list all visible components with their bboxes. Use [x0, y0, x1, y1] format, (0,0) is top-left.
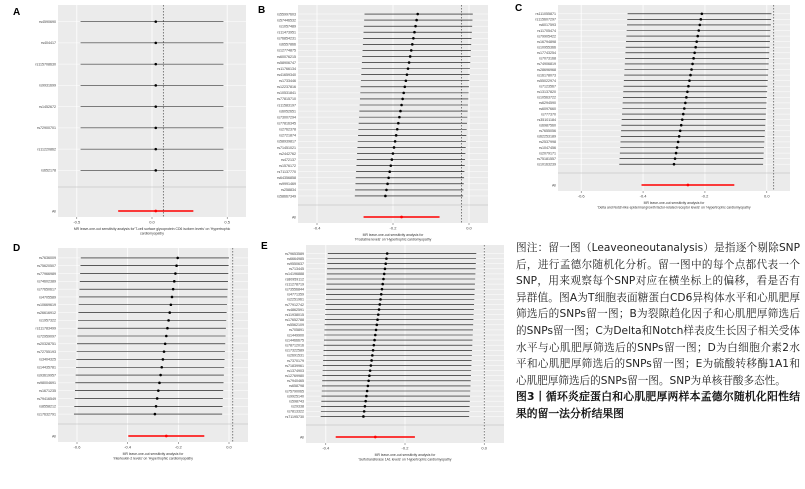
estimate-point-c: [676, 146, 679, 149]
estimate-point-b: [392, 152, 395, 155]
estimate-point-e: [374, 334, 377, 337]
axis-caption-line1-a: MR leave-one-out sensitivity analysis for'T-cell surface glycoprotein CD6 isoform levels' on 'Hypertrophic: [73, 227, 231, 231]
all-point-a: [154, 210, 157, 213]
snp-label-e: rs9550637: [287, 262, 304, 267]
snp-label-e: rs713445: [289, 267, 304, 272]
estimate-point-e: [382, 278, 385, 281]
estimate-point-e: [363, 410, 366, 413]
snp-label-b: rs71451021: [277, 145, 296, 150]
snp-label-c: rs17743254: [537, 51, 556, 56]
snp-label-a: rs1452672: [39, 104, 56, 109]
estimate-point-e: [362, 415, 365, 418]
axis-caption-line2-e: 'Sulfotransferase 1A1 levels' on 'Hypertrophic cardiomyopathy: [358, 457, 452, 462]
estimate-point-c: [677, 141, 680, 144]
estimate-point-e: [384, 262, 387, 265]
estimate-point-a: [154, 105, 157, 108]
snp-label-d: rs1671235: [39, 388, 56, 393]
x-tick-label-c-3: 0.0: [764, 193, 770, 199]
x-tick-label-c-1: -0.4: [639, 193, 647, 199]
snp-label-b: rs55997603: [277, 12, 296, 17]
snp-label-e: rs5562109: [287, 323, 304, 328]
snp-label-b: rs60076215: [277, 54, 296, 59]
snp-label-d: rs98004691: [37, 381, 56, 386]
estimate-point-b: [407, 67, 410, 70]
snp-label-e: rs11278719: [285, 282, 304, 287]
snp-label-c: rs62253189: [537, 134, 556, 139]
estimate-point-d: [167, 319, 170, 322]
estimate-point-c: [674, 157, 677, 160]
estimate-point-d: [166, 327, 169, 330]
snp-label-a: rs9931699: [39, 83, 56, 88]
snp-label-e: rs75790065: [285, 389, 304, 394]
estimate-point-b: [403, 86, 406, 89]
estimate-point-e: [384, 268, 387, 271]
snp-label-e: rs73556844: [285, 287, 304, 292]
estimate-point-d: [160, 366, 163, 369]
estimate-point-a: [154, 148, 157, 151]
estimate-point-c: [692, 57, 695, 60]
all-label-a: All: [52, 209, 56, 214]
snp-label-e: rs2691531: [287, 353, 304, 358]
estimate-point-e: [386, 252, 389, 255]
axis-caption-line2-b: 'Prostatine levels' on 'Hypertrophic cardiomyopathy: [354, 237, 432, 242]
estimate-point-a: [154, 20, 157, 23]
estimate-point-c: [694, 46, 697, 49]
snp-label-d: rs14435781: [37, 365, 56, 370]
estimate-point-e: [370, 359, 373, 362]
plot-background-d: [58, 248, 248, 442]
estimate-point-e: [380, 293, 383, 296]
estimate-point-e: [368, 374, 371, 377]
snp-label-c: rs13137820: [537, 90, 556, 95]
all-point-b: [400, 216, 403, 219]
estimate-point-e: [375, 329, 378, 332]
estimate-point-b: [414, 25, 417, 28]
estimate-point-c: [681, 118, 684, 121]
snp-label-e: rs71839961: [285, 363, 304, 368]
estimate-point-b: [385, 189, 388, 192]
estimate-point-d: [176, 257, 179, 260]
snp-label-b: rs2721874: [279, 133, 296, 138]
estimate-point-e: [376, 318, 379, 321]
all-point-e: [374, 436, 377, 439]
estimate-point-e: [367, 380, 370, 383]
snp-label-d: rs75620507: [37, 264, 56, 269]
estimate-point-b: [387, 176, 390, 179]
estimate-point-d: [155, 405, 158, 408]
estimate-point-c: [697, 29, 700, 32]
snp-label-b: rs11473951: [277, 30, 296, 35]
estimate-point-c: [691, 63, 694, 66]
x-tick-label-a-1: 0.0: [149, 219, 155, 225]
snp-label-c: rs28696968: [537, 67, 556, 72]
estimate-point-b: [391, 158, 394, 161]
estimate-point-e: [381, 283, 384, 286]
x-tick-label-d-1: -0.4: [124, 444, 132, 450]
snp-label-e: rs598743: [289, 399, 304, 404]
snp-label-b: rs11583197: [277, 103, 296, 108]
snp-label-e: rs77912742: [285, 302, 304, 307]
estimate-point-e: [367, 385, 370, 388]
snp-label-a: rs404417: [41, 41, 56, 46]
all-point-c: [687, 184, 690, 187]
x-tick-label-c-0: -0.6: [577, 193, 585, 199]
snp-label-e: rs2251961: [287, 297, 304, 302]
estimate-point-e: [372, 349, 375, 352]
axis-caption-line2-a: cardiomyopathy: [140, 231, 164, 236]
estimate-point-c: [693, 51, 696, 54]
snp-label-e: rs4771359: [287, 292, 304, 297]
snp-label-b: rs11766134: [277, 66, 296, 71]
snp-label-d: rs77650617: [37, 287, 56, 292]
snp-label-c: rs7123567: [539, 84, 556, 89]
snp-label-b: rs71137770: [277, 170, 296, 175]
snp-label-c: rs11705474: [537, 28, 556, 33]
x-tick-label-e-0: -0.4: [322, 445, 330, 451]
snp-label-c: rs2079171: [539, 151, 556, 156]
snp-label-b: rs73007294: [277, 115, 296, 120]
snp-label-b: rs9991469: [279, 182, 296, 187]
snp-label-e: rs7370179: [287, 358, 304, 363]
estimate-point-b: [388, 170, 391, 173]
snp-label-b: rs58906747: [277, 60, 296, 65]
snp-label-e: rs78712016: [285, 343, 304, 348]
estimate-point-b: [406, 73, 409, 76]
snp-label-c: rs2537998: [539, 140, 556, 145]
estimate-point-a: [154, 84, 157, 87]
estimate-point-d: [164, 343, 167, 346]
snp-label-d: rs79416549: [37, 396, 56, 401]
snp-label-b: rs12774875: [277, 48, 296, 53]
snp-label-a: rs72900701: [37, 126, 56, 131]
estimate-point-b: [393, 146, 396, 149]
estimate-point-b: [401, 98, 404, 101]
all-label-c: All: [552, 183, 556, 188]
estimate-point-d: [175, 264, 178, 267]
panel-label-d: D: [13, 243, 21, 254]
axis-caption-line1-d: MR leave-one-out sensitivity analysis for: [122, 452, 184, 456]
estimate-point-a: [154, 127, 157, 130]
panel-label-b: B: [258, 5, 266, 16]
forest-plot-e: [280, 243, 512, 487]
snp-label-c: rs6097660: [539, 106, 556, 111]
estimate-point-c: [696, 35, 699, 38]
figure-caption: [516, 240, 800, 423]
snp-label-e: rs71195730: [285, 414, 304, 419]
snp-label-d: rs7636009: [39, 256, 56, 261]
snp-label-c: rs75181557: [537, 156, 556, 161]
estimate-point-e: [371, 354, 374, 357]
snp-label-e: rs9925140: [287, 394, 304, 399]
snp-label-e: rs4862591: [287, 307, 304, 312]
estimate-point-d: [156, 397, 159, 400]
estimate-point-b: [399, 110, 402, 113]
estimate-point-e: [385, 257, 388, 260]
estimate-point-c: [690, 68, 693, 71]
snp-label-b: rs57446532: [277, 18, 296, 23]
estimate-point-a: [154, 42, 157, 45]
snp-label-c: rs16178073: [537, 73, 556, 78]
estimate-point-b: [405, 79, 408, 82]
x-tick-label-a-2: 0.5: [224, 219, 230, 225]
snp-label-b: rs58667349: [277, 194, 296, 199]
estimate-point-d: [154, 413, 157, 416]
estimate-point-d: [163, 350, 166, 353]
estimate-point-e: [378, 308, 381, 311]
axis-caption-line1-b: MR leave-one-out sensitivity analysis for: [362, 233, 424, 237]
estimate-point-b: [415, 19, 418, 22]
estimate-point-c: [673, 163, 676, 166]
all-label-d: All: [52, 434, 56, 439]
all-label-e: All: [300, 435, 304, 440]
estimate-point-d: [173, 280, 176, 283]
estimate-point-b: [410, 49, 413, 52]
snp-label-b: rs1057489: [279, 24, 296, 29]
snp-label-b: rs77816345: [277, 121, 296, 126]
forest-plot-d: [32, 246, 256, 486]
estimate-point-b: [412, 37, 415, 40]
snp-label-b: rs2442762: [279, 151, 296, 156]
snp-label-c: rs10955366: [537, 45, 556, 50]
estimate-point-c: [698, 24, 701, 27]
estimate-point-b: [416, 13, 419, 16]
snp-label-e: rs1449900: [287, 333, 304, 338]
snp-label-c: rs6294590: [539, 101, 556, 106]
estimate-point-e: [369, 369, 372, 372]
snp-label-e: rs6664985: [287, 256, 304, 261]
estimate-point-a: [154, 63, 157, 66]
estimate-point-b: [397, 122, 400, 125]
estimate-point-b: [408, 61, 411, 64]
all-point-d: [165, 435, 168, 438]
snp-label-c: rs111055871: [535, 12, 556, 17]
estimate-point-d: [159, 374, 162, 377]
x-tick-label-b-0: -0.4: [313, 225, 321, 231]
x-tick-label-e-2: 0.0: [481, 445, 487, 451]
estimate-point-b: [400, 104, 403, 107]
x-tick-label-d-2: -0.2: [174, 444, 182, 450]
estimate-point-b: [413, 31, 416, 34]
estimate-point-e: [378, 303, 381, 306]
panel-label-e: E: [261, 241, 268, 252]
snp-label-c: rs55022974: [537, 78, 556, 83]
snp-label-a: rs11220862: [37, 147, 56, 152]
snp-label-c: rs35101184: [537, 117, 556, 122]
estimate-point-d: [170, 303, 173, 306]
estimate-point-c: [684, 102, 687, 105]
snp-label-c: rs6017593: [539, 23, 556, 28]
estimate-point-e: [366, 390, 369, 393]
snp-label-e: rs705891: [289, 328, 304, 333]
all-label-b: All: [292, 215, 296, 220]
forest-plot-c: [532, 3, 800, 233]
estimate-point-c: [700, 18, 703, 21]
snp-label-c: rs7073168: [539, 56, 556, 61]
snp-label-b: rs2762378: [279, 127, 296, 132]
snp-label-b: rs58939817: [277, 139, 296, 144]
snp-label-b: rs41659340: [277, 72, 296, 77]
snp-label-d: rs72959097: [37, 334, 56, 339]
estimate-point-d: [157, 389, 160, 392]
panel-label-c: C: [515, 3, 523, 14]
estimate-point-c: [685, 96, 688, 99]
snp-label-c: rs79905422: [537, 34, 556, 39]
snp-label-b: rs6557866: [279, 42, 296, 47]
estimate-point-c: [688, 79, 691, 82]
estimate-point-d: [172, 288, 175, 291]
estimate-point-e: [373, 339, 376, 342]
x-tick-label-b-2: 0.0: [466, 225, 472, 231]
snp-label-b: rs1576172: [279, 163, 296, 168]
estimate-point-e: [383, 273, 386, 276]
x-tick-label-b-1: -0.2: [389, 225, 397, 231]
snp-label-b: rs6052651: [279, 109, 296, 114]
snp-label-e: rs14466675: [285, 338, 304, 343]
estimate-point-b: [394, 140, 397, 143]
estimate-point-b: [402, 92, 405, 95]
estimate-point-c: [695, 40, 698, 43]
estimate-point-b: [395, 134, 398, 137]
estimate-point-a: [154, 169, 157, 172]
snp-label-c: rs6987560: [539, 123, 556, 128]
estimate-point-b: [396, 128, 399, 131]
estimate-point-e: [370, 364, 373, 367]
snp-label-e: rs80959112: [285, 277, 304, 282]
estimate-point-d: [171, 296, 174, 299]
estimate-point-c: [678, 135, 681, 138]
estimate-point-c: [701, 12, 704, 15]
estimate-point-c: [682, 113, 685, 116]
snp-label-e: rs1374903: [287, 368, 304, 373]
snp-label-e: rs11938015: [285, 312, 304, 317]
snp-label-c: rs16794898: [537, 39, 556, 44]
caption-body: 图注：留一图（Leaveoneoutanalysis）是指逐个剔除SNP后，进行孟德尔随机化分析。留一图中的每个点都代表一个SNP，用来观察每个SNP对应在横坐标上的偏移，看是否有异群值。图A为T细胞表面糖蛋白CD6异构体水平和心肌肥厚筛选后的SNPs留一图；B为裂隙趋化因子和心肌肥厚筛选后的SNPs留一图；C为Delta和Notch样表皮生长因子相关受体水平与心肌肥厚筛选后的SNPs留一图；D为白细胞介素2水平和心肌肥厚筛选后的SNPs留一图；E为硫酸转移酶1A1和心肌肥厚筛选后的SNPs留一图。SNP为单核苷酸多态性。: [516, 242, 800, 387]
x-tick-label-e-1: -0.2: [401, 445, 409, 451]
x-tick-label-d-0: -0.6: [73, 444, 81, 450]
snp-label-b: rs258834: [281, 188, 296, 193]
estimate-point-d: [162, 358, 165, 361]
snp-label-d: rs1957322: [39, 318, 56, 323]
estimate-point-e: [365, 395, 368, 398]
snp-label-b: rs77815710: [277, 97, 296, 102]
estimate-point-b: [411, 43, 414, 46]
snp-label-c: rs777370: [541, 112, 556, 117]
estimate-point-e: [364, 400, 367, 403]
snp-label-d: rs4705589: [39, 295, 56, 300]
estimate-point-d: [165, 335, 168, 338]
estimate-point-c: [686, 90, 689, 93]
axis-caption-line1-e: MR leave-one-out sensitivity analysis for: [374, 453, 436, 457]
caption-title: 图3丨循环炎症蛋白和心肌肥厚两样本孟德尔随机化阳性结果的留一法分析结果图: [516, 390, 800, 420]
snp-label-b: rs472137: [281, 157, 296, 162]
snp-label-d: rs111783499: [35, 326, 56, 331]
snp-label-d: rs26616912: [37, 310, 56, 315]
snp-label-d: rs10669619: [37, 303, 56, 308]
snp-label-e: rs12769980: [285, 374, 304, 379]
snp-label-a: rs115708630: [35, 62, 56, 67]
estimate-point-e: [377, 313, 380, 316]
x-tick-label-c-2: -0.2: [701, 193, 709, 199]
snp-label-d: rs17632791: [37, 412, 56, 417]
estimate-point-b: [389, 164, 392, 167]
snp-label-c: rs1047456: [539, 145, 556, 150]
snp-label-d: rs77966989: [37, 271, 56, 276]
x-tick-label-d-3: 0.0: [226, 444, 232, 450]
forest-plot-b: [272, 3, 492, 248]
forest-plot-a: [32, 3, 252, 248]
snp-label-b: rs10531841: [277, 91, 296, 96]
estimate-point-b: [386, 183, 389, 186]
snp-label-d: rs93619957: [37, 373, 56, 378]
snp-label-c: rs10163239: [537, 162, 556, 167]
estimate-point-b: [409, 55, 412, 58]
axis-caption-line2-d: 'Interleukin-2 levels' on 'Hypertrophic cardiomyopathy: [113, 456, 193, 461]
snp-label-d: rs72755193: [37, 349, 56, 354]
snp-label-e: rs17652788: [285, 318, 304, 323]
estimate-point-c: [679, 129, 682, 132]
snp-label-d: rs3404325: [39, 357, 56, 362]
snp-label-b: rs1733446: [279, 79, 296, 84]
estimate-point-b: [384, 195, 387, 198]
estimate-point-c: [680, 124, 683, 127]
estimate-point-b: [398, 116, 401, 119]
estimate-point-e: [373, 344, 376, 347]
snp-label-a: rs652178: [41, 168, 56, 173]
estimate-point-c: [687, 85, 690, 88]
estimate-point-e: [364, 405, 367, 408]
estimate-point-e: [375, 324, 378, 327]
snp-label-e: rs14196888: [285, 272, 304, 277]
snp-label-d: rs74602389: [37, 279, 56, 284]
estimate-point-e: [381, 288, 384, 291]
snp-label-e: rs7940465: [287, 379, 304, 384]
snp-label-e: rs29338: [291, 404, 304, 409]
snp-label-a: rs4590690: [39, 19, 56, 24]
snp-label-c: rs74906819: [537, 62, 556, 67]
snp-label-b: rs12237816: [277, 85, 296, 90]
snp-label-e: rs17322589: [285, 348, 304, 353]
estimate-point-c: [675, 152, 678, 155]
estimate-point-d: [158, 382, 161, 385]
axis-caption-line2-c: 'Delta and Notch-like epidermal growth factor-related receptor levels' on 'Hypertrophic cardiomyopathy: [597, 205, 751, 210]
snp-label-b: rs64356858: [277, 176, 296, 181]
estimate-point-e: [379, 298, 382, 301]
snp-label-b: rs76854231: [277, 36, 296, 41]
snp-label-c: rs115607297: [535, 17, 556, 22]
x-tick-label-a-0: -0.5: [73, 219, 81, 225]
snp-label-d: rs20328751: [37, 342, 56, 347]
estimate-point-d: [168, 311, 171, 314]
snp-label-e: rs7813322: [287, 409, 304, 414]
estimate-point-c: [683, 107, 686, 110]
snp-label-d: rs8558212: [39, 404, 56, 409]
axis-caption-line1-c: MR leave-one-out sensitivity analysis for: [643, 201, 705, 205]
estimate-point-c: [689, 74, 692, 77]
snp-label-e: rs79653589: [285, 251, 304, 256]
panel-label-a: A: [13, 7, 21, 18]
estimate-point-d: [174, 272, 177, 275]
snp-label-e: rs658798: [289, 384, 304, 389]
snp-label-c: rs10563722: [537, 95, 556, 100]
snp-label-c: rs7655056: [539, 129, 556, 134]
